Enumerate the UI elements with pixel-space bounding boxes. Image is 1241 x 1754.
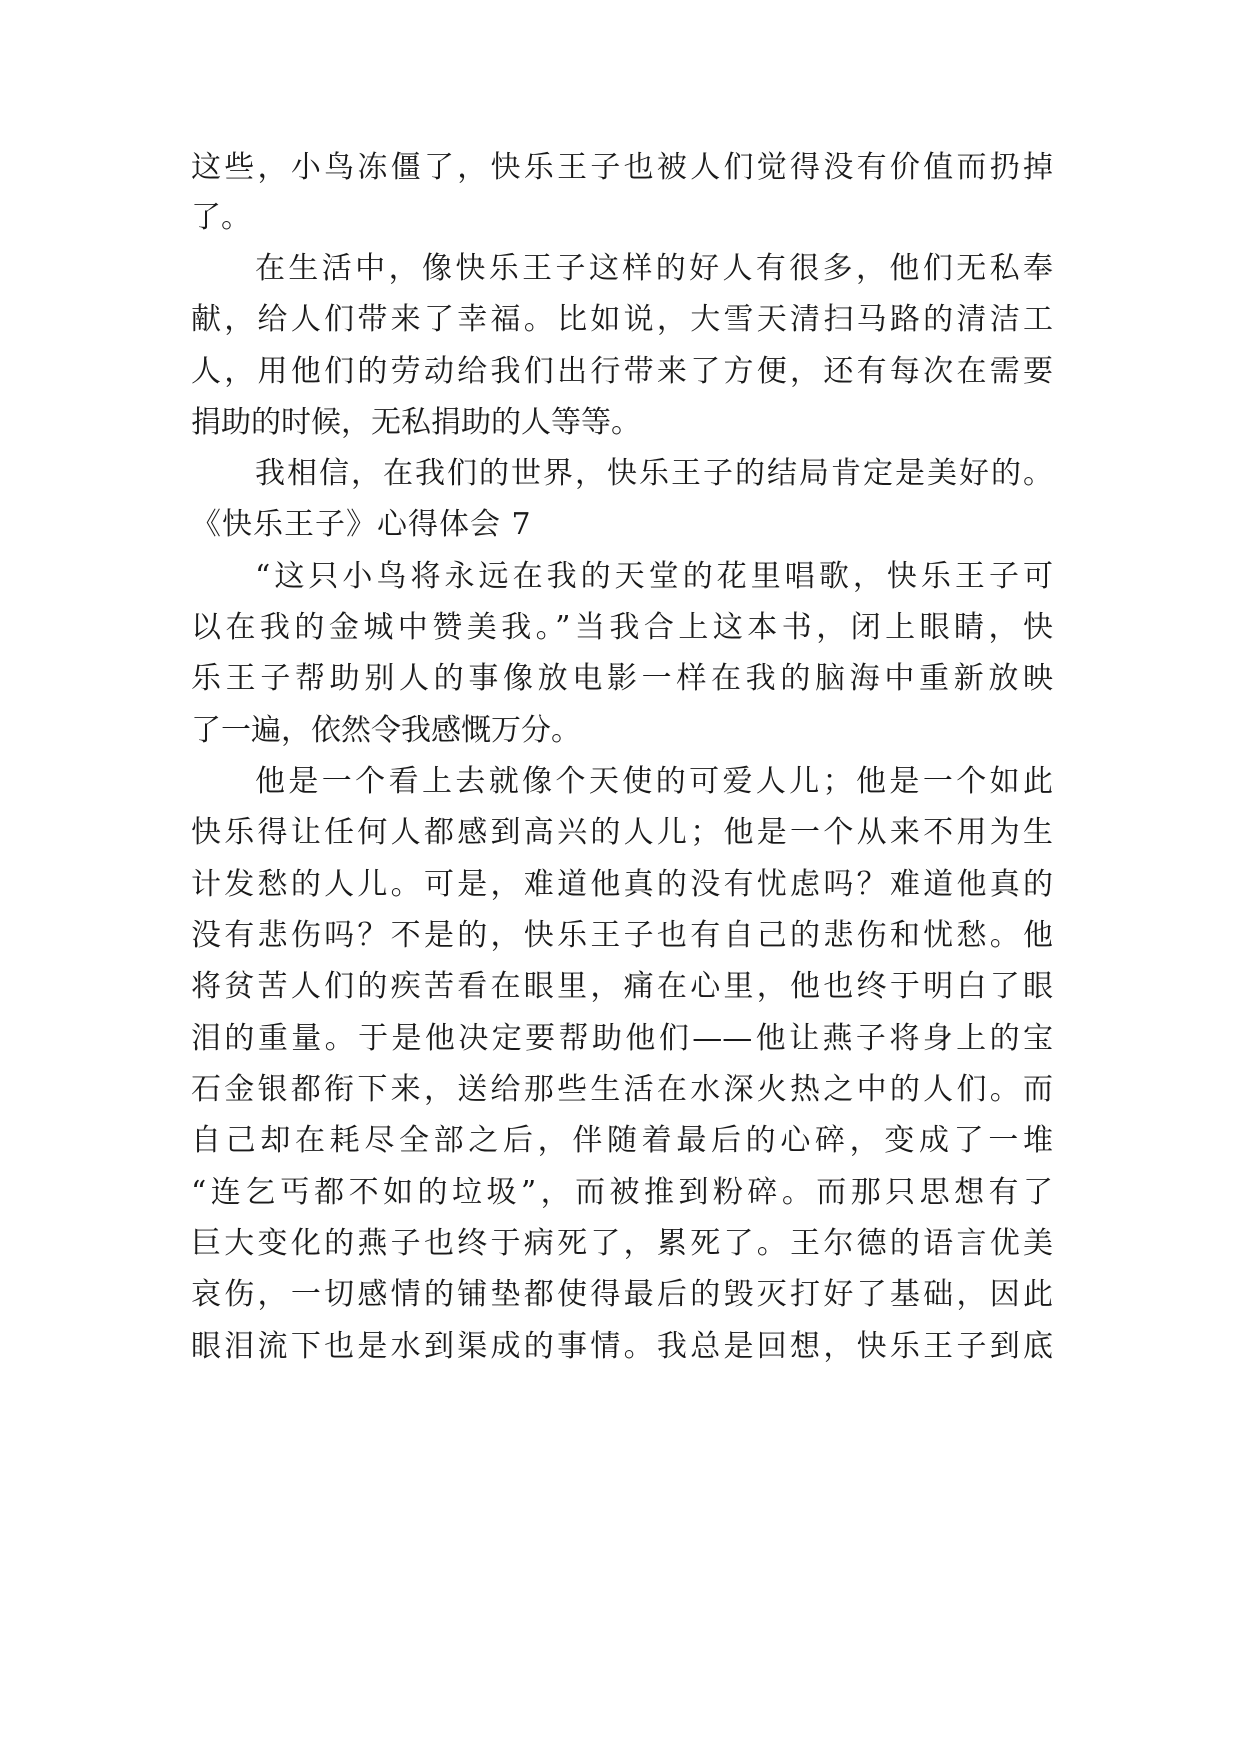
section-heading: 《快乐王子》心得体会 7 (191, 507, 532, 542)
text-line: 将贫苦人们的疾苦看在眼里，痛在心里，他也终于明白了眼 (191, 969, 1053, 1004)
paragraph-start-line: 我相信，在我们的世界，快乐王子的结局肯定是美好的。 (255, 456, 1053, 491)
text-line: 人，用他们的劳动给我们出行带来了方便，还有每次在需要 (191, 354, 1053, 389)
text-line: 石金银都衔下来，送给那些生活在水深火热之中的人们。而 (191, 1072, 1053, 1107)
text-line: 这些，小鸟冻僵了，快乐王子也被人们觉得没有价值而扔掉 (191, 150, 1053, 185)
paragraph-start-line: 在生活中，像快乐王子这样的好人有很多，他们无私奉 (255, 251, 1053, 286)
paragraph-start-line: “这只小鸟将永远在我的天堂的花里唱歌，快乐王子可 (255, 559, 1053, 594)
text-line: 哀伤，一切感情的铺垫都使得最后的毁灭打好了基础，因此 (191, 1277, 1053, 1312)
text-line: 眼泪流下也是水到渠成的事情。我总是回想，快乐王子到底 (191, 1329, 1053, 1364)
text-line: 泪的重量。于是他决定要帮助他们——他让燕子将身上的宝 (191, 1021, 1053, 1056)
text-line: 献，给人们带来了幸福。比如说，大雪天清扫马路的清洁工 (191, 302, 1053, 337)
text-line: 乐王子帮助别人的事像放电影一样在我的脑海中重新放映 (191, 661, 1053, 696)
text-line: “连乞丐都不如的垃圾”，而被推到粉碎。而那只思想有了 (191, 1175, 1053, 1210)
text-line: 了一遍，依然令我感慨万分。 (191, 713, 581, 748)
paragraph-start-line: 他是一个看上去就像个天使的可爱人儿；他是一个如此 (255, 764, 1053, 799)
text-line: 捐助的时候，无私捐助的人等等。 (191, 405, 641, 440)
text-line: 了。 (191, 200, 251, 235)
text-line: 自己却在耗尽全部之后，伴随着最后的心碎，变成了一堆 (191, 1123, 1053, 1158)
text-line: 计发愁的人儿。可是，难道他真的没有忧虑吗？难道他真的 (191, 867, 1053, 902)
text-line: 巨大变化的燕子也终于病死了，累死了。王尔德的语言优美 (191, 1226, 1053, 1261)
text-line: 以在我的金城中赞美我。”当我合上这本书，闭上眼睛，快 (191, 610, 1053, 645)
text-line: 快乐得让任何人都感到高兴的人儿；他是一个从来不用为生 (191, 815, 1053, 850)
text-line: 没有悲伤吗？不是的，快乐王子也有自己的悲伤和忧愁。他 (191, 918, 1053, 953)
